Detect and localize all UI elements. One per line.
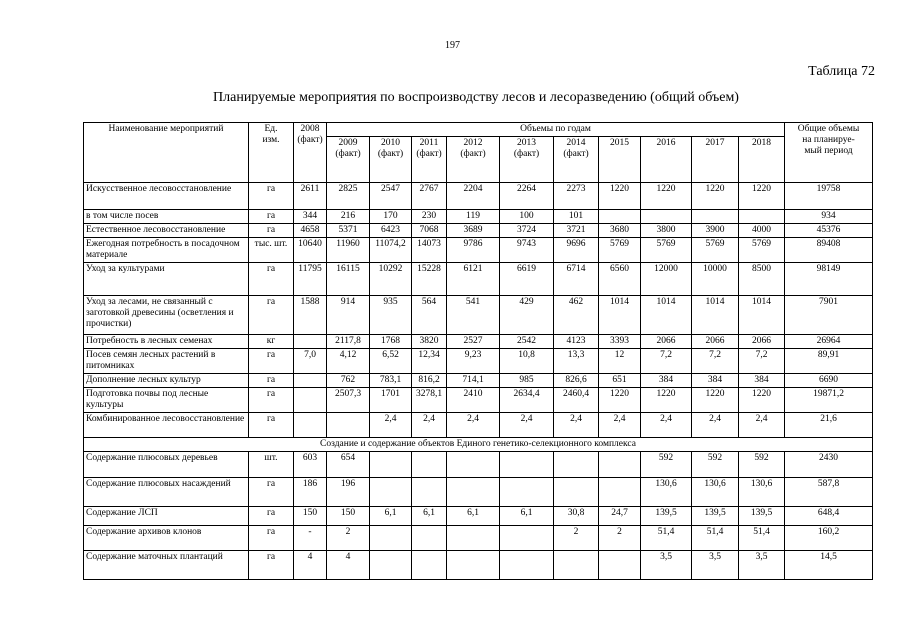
- row-value: 6423: [370, 224, 412, 238]
- row-value: 6,1: [500, 507, 554, 526]
- row-value: 11960: [327, 238, 370, 263]
- row-value: [500, 526, 554, 551]
- table-row: [84, 210, 873, 224]
- row-value: 3721: [554, 224, 599, 238]
- row-value-2008: 2611: [294, 183, 327, 210]
- row-value: 1014: [692, 296, 739, 335]
- row-name: Содержание плюсовых насаждений: [84, 478, 249, 507]
- row-name: Уход за лесами, не связанный с заготовкой древесины (осветления и прочистки): [84, 296, 249, 335]
- row-value: 2,4: [447, 413, 500, 438]
- row-total: 2430: [785, 452, 873, 478]
- row-value: [500, 478, 554, 507]
- row-value: [599, 551, 641, 580]
- row-value: [412, 478, 447, 507]
- row-value: 139,5: [641, 507, 692, 526]
- row-value: 2,4: [641, 413, 692, 438]
- header-year: 2012 (факт): [447, 137, 500, 183]
- row-value-2008: [294, 413, 327, 438]
- row-value: [447, 452, 500, 478]
- row-name: Потребность в лесных семенах: [84, 335, 249, 349]
- row-value: 654: [327, 452, 370, 478]
- row-value: 15228: [412, 263, 447, 296]
- row-value: [370, 478, 412, 507]
- row-total: 587,8: [785, 478, 873, 507]
- row-value: 2547: [370, 183, 412, 210]
- row-value: [641, 210, 692, 224]
- row-value: 216: [327, 210, 370, 224]
- header-name: Наименование мероприятий: [84, 123, 249, 183]
- row-value: [447, 526, 500, 551]
- row-value: 592: [641, 452, 692, 478]
- row-value-2008: -: [294, 526, 327, 551]
- table-row: [84, 374, 873, 388]
- row-value: 7,2: [641, 349, 692, 374]
- row-unit: га: [249, 224, 294, 238]
- row-total: 7901: [785, 296, 873, 335]
- table-row: [84, 224, 873, 238]
- header-year: 2015: [599, 137, 641, 183]
- table-row: [84, 478, 873, 507]
- row-unit: га: [249, 388, 294, 413]
- row-value: 5769: [599, 238, 641, 263]
- row-value: 1220: [641, 388, 692, 413]
- row-value: 1220: [692, 388, 739, 413]
- row-value-2008: 4: [294, 551, 327, 580]
- row-value: 4: [327, 551, 370, 580]
- row-total: 21,6: [785, 413, 873, 438]
- row-value: 2066: [641, 335, 692, 349]
- header-2008: 2008 (факт): [294, 123, 327, 183]
- row-value: 2,4: [692, 413, 739, 438]
- section-title: Создание и содержание объектов Единого генетико-селекционного комплекса: [84, 438, 873, 452]
- row-value: 651: [599, 374, 641, 388]
- row-value: 1220: [599, 388, 641, 413]
- row-value: 101: [554, 210, 599, 224]
- row-value: [500, 551, 554, 580]
- row-value: 3689: [447, 224, 500, 238]
- row-value: 1014: [599, 296, 641, 335]
- table-row: [84, 335, 873, 349]
- row-value: 429: [500, 296, 554, 335]
- row-value: 5769: [692, 238, 739, 263]
- row-total: 89408: [785, 238, 873, 263]
- table-row: [84, 238, 873, 263]
- row-name: Подготовка почвы под лесные культуры: [84, 388, 249, 413]
- row-value: 3900: [692, 224, 739, 238]
- row-value: 6,52: [370, 349, 412, 374]
- row-value: 4,12: [327, 349, 370, 374]
- row-value: 384: [641, 374, 692, 388]
- row-value-2008: 10640: [294, 238, 327, 263]
- row-value: 3800: [641, 224, 692, 238]
- row-name: Содержание архивов клонов: [84, 526, 249, 551]
- row-unit: га: [249, 478, 294, 507]
- row-value: 6,1: [370, 507, 412, 526]
- row-value: 2,4: [554, 413, 599, 438]
- table-row: [84, 263, 873, 296]
- row-unit: га: [249, 374, 294, 388]
- row-value: [370, 551, 412, 580]
- row-value: [692, 210, 739, 224]
- row-value: 462: [554, 296, 599, 335]
- row-unit: га: [249, 349, 294, 374]
- row-name: Естественное лесовосстановление: [84, 224, 249, 238]
- row-value: 2066: [692, 335, 739, 349]
- row-name: Содержание маточных плантаций: [84, 551, 249, 580]
- row-unit: тыс. шт.: [249, 238, 294, 263]
- row-value: 9743: [500, 238, 554, 263]
- row-value: 2527: [447, 335, 500, 349]
- row-value: 2460,4: [554, 388, 599, 413]
- row-value: 1220: [599, 183, 641, 210]
- row-value: 5769: [641, 238, 692, 263]
- row-value: [554, 478, 599, 507]
- row-value: 51,4: [641, 526, 692, 551]
- row-value: 130,6: [641, 478, 692, 507]
- row-name: Содержание ЛСП: [84, 507, 249, 526]
- row-value: 2507,3: [327, 388, 370, 413]
- row-value: 10000: [692, 263, 739, 296]
- table-row: [84, 452, 873, 478]
- row-value: 914: [327, 296, 370, 335]
- row-value: [599, 452, 641, 478]
- row-value: 2,4: [500, 413, 554, 438]
- row-value: 2264: [500, 183, 554, 210]
- row-value: 2,4: [599, 413, 641, 438]
- row-unit: га: [249, 526, 294, 551]
- row-value: 6560: [599, 263, 641, 296]
- table-row: [84, 507, 873, 526]
- header-year: 2017: [692, 137, 739, 183]
- row-value: 7,2: [692, 349, 739, 374]
- row-value: 119: [447, 210, 500, 224]
- row-value: 13,3: [554, 349, 599, 374]
- row-value: 51,4: [692, 526, 739, 551]
- row-unit: га: [249, 183, 294, 210]
- row-value: 2,4: [370, 413, 412, 438]
- row-value: 30,8: [554, 507, 599, 526]
- row-value: [447, 478, 500, 507]
- row-value: 9786: [447, 238, 500, 263]
- header-unit: Ед. изм.: [249, 123, 294, 183]
- row-value: [739, 210, 785, 224]
- row-value-2008: 7,0: [294, 349, 327, 374]
- table-row: [84, 413, 873, 438]
- row-total: 19871,2: [785, 388, 873, 413]
- row-value: [599, 210, 641, 224]
- row-name: Ежегодная потребность в посадочном материале: [84, 238, 249, 263]
- row-value: 6,1: [412, 507, 447, 526]
- row-value: 2,4: [412, 413, 447, 438]
- row-total: 160,2: [785, 526, 873, 551]
- row-value-2008: 150: [294, 507, 327, 526]
- row-total: 89,91: [785, 349, 873, 374]
- table-row: [84, 551, 873, 580]
- row-value-2008: 603: [294, 452, 327, 478]
- row-value: 3,5: [641, 551, 692, 580]
- row-total: 19758: [785, 183, 873, 210]
- header-volumes-by-year: Объемы по годам: [327, 123, 785, 137]
- row-value: 12: [599, 349, 641, 374]
- row-value: 51,4: [739, 526, 785, 551]
- row-value: 2410: [447, 388, 500, 413]
- row-value: 10292: [370, 263, 412, 296]
- row-value: 2204: [447, 183, 500, 210]
- row-value: 1220: [692, 183, 739, 210]
- row-value: 196: [327, 478, 370, 507]
- row-value: 541: [447, 296, 500, 335]
- header-year: 2011 (факт): [412, 137, 447, 183]
- row-unit: га: [249, 210, 294, 224]
- table-row: [84, 183, 873, 210]
- row-total: 14,5: [785, 551, 873, 580]
- row-name: в том числе посев: [84, 210, 249, 224]
- row-name: Содержание плюсовых деревьев: [84, 452, 249, 478]
- row-value: 2: [599, 526, 641, 551]
- row-value: [554, 551, 599, 580]
- row-value: 3680: [599, 224, 641, 238]
- row-value: 16115: [327, 263, 370, 296]
- row-name: Дополнение лесных культур: [84, 374, 249, 388]
- row-value: 1014: [641, 296, 692, 335]
- row-value-2008: 4658: [294, 224, 327, 238]
- row-value: 2: [554, 526, 599, 551]
- row-value-2008: 186: [294, 478, 327, 507]
- row-value: [370, 452, 412, 478]
- row-value: 2,4: [739, 413, 785, 438]
- header-year: 2018: [739, 137, 785, 183]
- row-unit: га: [249, 263, 294, 296]
- row-total: 98149: [785, 263, 873, 296]
- row-value: 8500: [739, 263, 785, 296]
- table-row: [84, 526, 873, 551]
- row-unit: шт.: [249, 452, 294, 478]
- header-total: Общие объемы на планируе- мый период: [785, 123, 873, 183]
- row-total: 648,4: [785, 507, 873, 526]
- row-name: Искусственное лесовосстановление: [84, 183, 249, 210]
- row-value: 139,5: [739, 507, 785, 526]
- row-value: 564: [412, 296, 447, 335]
- row-total: 45376: [785, 224, 873, 238]
- row-value: 6619: [500, 263, 554, 296]
- row-value: 3820: [412, 335, 447, 349]
- row-value: 7,2: [739, 349, 785, 374]
- table-row: [84, 388, 873, 413]
- row-total: 6690: [785, 374, 873, 388]
- row-value: [370, 526, 412, 551]
- row-value: 2117,8: [327, 335, 370, 349]
- row-value: 24,7: [599, 507, 641, 526]
- row-value: 1701: [370, 388, 412, 413]
- page-number: 197: [445, 40, 460, 51]
- table-row: [84, 349, 873, 374]
- row-total: 934: [785, 210, 873, 224]
- row-unit: га: [249, 296, 294, 335]
- table-title: Планируемые мероприятия по воспроизводству лесов и лесоразведению (общий объем): [213, 90, 739, 105]
- row-value: 384: [692, 374, 739, 388]
- row-value: [327, 413, 370, 438]
- row-value: [447, 551, 500, 580]
- row-value: 816,2: [412, 374, 447, 388]
- row-value-2008: 11795: [294, 263, 327, 296]
- row-value-2008: [294, 388, 327, 413]
- table-number: Таблица 72: [808, 64, 875, 79]
- row-value: 230: [412, 210, 447, 224]
- row-value: 762: [327, 374, 370, 388]
- header-year: 2013 (факт): [500, 137, 554, 183]
- forestry-measures-table: [83, 122, 873, 580]
- row-value: 139,5: [692, 507, 739, 526]
- row-name: Уход за культурами: [84, 263, 249, 296]
- row-value: [412, 551, 447, 580]
- row-unit: га: [249, 551, 294, 580]
- table-row: [84, 296, 873, 335]
- row-value: 130,6: [692, 478, 739, 507]
- row-value: 170: [370, 210, 412, 224]
- row-value: 6121: [447, 263, 500, 296]
- row-value: 985: [500, 374, 554, 388]
- row-unit: га: [249, 507, 294, 526]
- row-value: 150: [327, 507, 370, 526]
- row-value-2008: [294, 335, 327, 349]
- row-value: 2825: [327, 183, 370, 210]
- row-value-2008: 344: [294, 210, 327, 224]
- row-value: 1014: [739, 296, 785, 335]
- row-value: 384: [739, 374, 785, 388]
- row-value: 1220: [739, 183, 785, 210]
- row-unit: га: [249, 413, 294, 438]
- row-value: 2: [327, 526, 370, 551]
- row-value: 5769: [739, 238, 785, 263]
- row-value: 9696: [554, 238, 599, 263]
- header-year: 2009 (факт): [327, 137, 370, 183]
- row-value: [412, 526, 447, 551]
- header-year: 2010 (факт): [370, 137, 412, 183]
- row-value: 14073: [412, 238, 447, 263]
- row-value: 714,1: [447, 374, 500, 388]
- row-value: 6714: [554, 263, 599, 296]
- row-value: 130,6: [739, 478, 785, 507]
- row-value: 12,34: [412, 349, 447, 374]
- row-value: 5371: [327, 224, 370, 238]
- row-value: 7068: [412, 224, 447, 238]
- row-value: 11074,2: [370, 238, 412, 263]
- row-name: Комбинированное лесовосстановление: [84, 413, 249, 438]
- row-total: 26964: [785, 335, 873, 349]
- row-value-2008: [294, 374, 327, 388]
- row-value: 3,5: [692, 551, 739, 580]
- row-value: 6,1: [447, 507, 500, 526]
- row-value: [554, 452, 599, 478]
- row-value: 1220: [739, 388, 785, 413]
- row-value: 3,5: [739, 551, 785, 580]
- row-value-2008: 1588: [294, 296, 327, 335]
- row-value: 783,1: [370, 374, 412, 388]
- row-value: 3724: [500, 224, 554, 238]
- row-value: 4000: [739, 224, 785, 238]
- row-value: 3393: [599, 335, 641, 349]
- row-value: [412, 452, 447, 478]
- row-value: 592: [739, 452, 785, 478]
- row-value: 2542: [500, 335, 554, 349]
- row-value: 12000: [641, 263, 692, 296]
- row-value: 9,23: [447, 349, 500, 374]
- header-year: 2016: [641, 137, 692, 183]
- row-value: 2767: [412, 183, 447, 210]
- header-year: 2014 (факт): [554, 137, 599, 183]
- row-unit: кг: [249, 335, 294, 349]
- row-value: 4123: [554, 335, 599, 349]
- row-value: [599, 478, 641, 507]
- row-value: [500, 452, 554, 478]
- row-value: 100: [500, 210, 554, 224]
- row-value: 592: [692, 452, 739, 478]
- row-value: 2066: [739, 335, 785, 349]
- row-value: 935: [370, 296, 412, 335]
- row-name: Посев семян лесных растений в питомниках: [84, 349, 249, 374]
- row-value: 826,6: [554, 374, 599, 388]
- row-value: 10,8: [500, 349, 554, 374]
- row-value: 2634,4: [500, 388, 554, 413]
- row-value: 1220: [641, 183, 692, 210]
- row-value: 2273: [554, 183, 599, 210]
- row-value: 1768: [370, 335, 412, 349]
- row-value: 3278,1: [412, 388, 447, 413]
